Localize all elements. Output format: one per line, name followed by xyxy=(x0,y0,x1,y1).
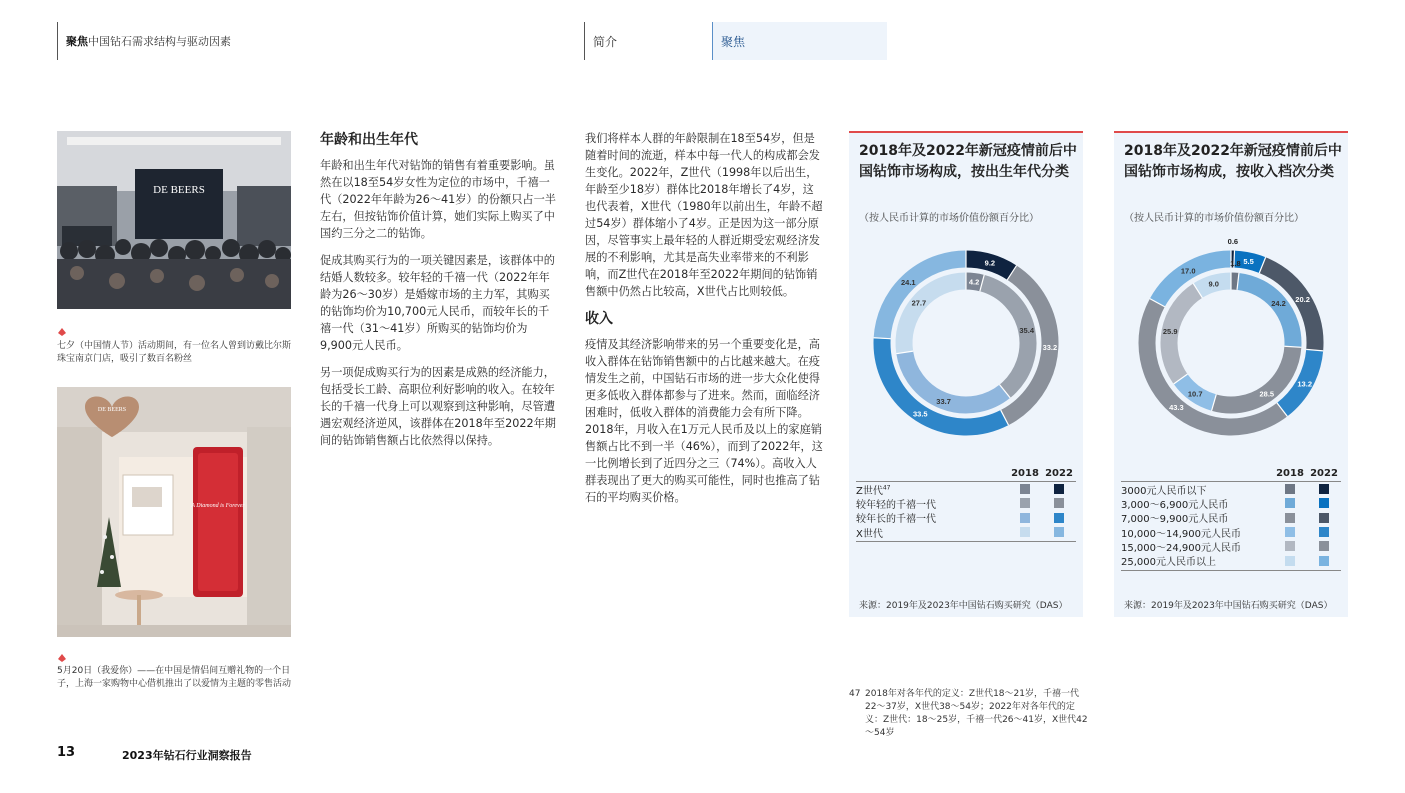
chart-source: 来源：2019年及2023年中国钻石购买研究（DAS） xyxy=(1124,601,1333,611)
tab-intro[interactable]: 简介 xyxy=(584,22,712,60)
legend-swatch-2022 xyxy=(1307,541,1341,551)
legend-label: Z世代$^{47}$ xyxy=(856,484,891,497)
paragraph: 另一项促成购买行为的因素是成熟的经济能力，包括受长工龄、高职位利好影响的收入。在较年长的千禧一代身上可以观察到这种影响，尽管遭遇宏观经济逆风，该群体在2018年至2022年期间的钻饰销售额占比依然得以保持。 xyxy=(320,366,556,447)
location-pin-icon xyxy=(58,654,66,662)
legend-swatch-2022 xyxy=(1042,498,1076,508)
photo2-caption: 5月20日（我爱你）——在中国是情侣间互赠礼物的一个日子，上海一家购物中心借机推出了以爱情为主题的零售活动 xyxy=(57,666,292,689)
location-pin-icon xyxy=(58,328,66,336)
data-label-2022-0: 0.6 xyxy=(1227,237,1239,246)
legend-row xyxy=(856,496,1076,510)
data-label-2022-3: 24.1 xyxy=(900,277,916,287)
legend-year-2022: 2022 xyxy=(1310,468,1338,479)
data-label-2018-3: 27.7 xyxy=(911,298,927,308)
heart-sign: DE BEERS xyxy=(97,407,127,413)
data-label-2018-1: 24.2 xyxy=(1271,299,1286,309)
legend-label: 10,000～14,900元人民币 xyxy=(1121,528,1241,540)
legend-footnote-ref: 47 xyxy=(882,484,891,492)
chart-source: 来源：2019年及2023年中国钻石购买研究（DAS） xyxy=(859,601,1068,611)
photo1-caption: 七夕（中国情人节）活动期间，有一位名人曾到访戴比尔斯珠宝南京门店，吸引了数百名粉丝 xyxy=(57,341,292,364)
text-column-1 xyxy=(320,131,558,459)
data-label-2022-1: 33.2 xyxy=(1042,343,1058,353)
chart-panel-income xyxy=(1114,131,1348,617)
legend-row xyxy=(1121,525,1341,539)
legend-label: 7,000～9,900元人民币 xyxy=(1121,514,1229,526)
legend-row xyxy=(856,482,1076,496)
door-script: A Diamond is Forever xyxy=(191,503,245,509)
legend-swatch-2022 xyxy=(1307,513,1341,523)
data-label-2022-2: 33.5 xyxy=(912,409,928,419)
legend-row xyxy=(1121,539,1341,553)
legend-swatch-2018 xyxy=(1273,541,1307,551)
legend-swatch-2022 xyxy=(1307,498,1341,508)
legend-year-2018: 2018 xyxy=(1276,468,1304,479)
data-label-2018-0: 4.2 xyxy=(968,277,980,287)
data-label-2018-0: 1.8 xyxy=(1230,259,1241,269)
legend-header xyxy=(1121,468,1341,482)
legend-swatch-2018 xyxy=(1273,556,1307,566)
legend-swatch-2018 xyxy=(1273,484,1307,494)
chart-legend xyxy=(1121,468,1341,571)
data-label-2022-2: 20.2 xyxy=(1295,295,1310,304)
tab-focus[interactable]: 聚焦 xyxy=(712,22,887,60)
legend-year-2018: 2018 xyxy=(1011,468,1039,479)
donut-segment-2018-2 xyxy=(1214,347,1293,405)
double-donut-chart xyxy=(1114,237,1348,451)
data-label-2022-1: 5.5 xyxy=(1243,256,1254,266)
legend-row xyxy=(1121,511,1341,525)
section-heading-age: 年龄和出生年代 xyxy=(320,132,418,148)
paragraph: 年龄和出生年代对钻饰的销售有着重要影响。虽然在以18至54岁女性为定位的市场中，千禧一代（2022年年龄为26～41岁）的份额只占一半左右，但按钻饰价值计算，她们实际上购买了中国约三分之二的钻饰。 xyxy=(320,159,556,240)
chart-subtitle: （按人民币计算的市场价值份额百分比） xyxy=(859,213,1039,224)
donut-segment-2018-2 xyxy=(905,353,1005,405)
data-label-2018-5: 9.0 xyxy=(1208,279,1219,289)
legend-swatch-2018 xyxy=(1008,513,1042,523)
chart-title: 2018年及2022年新冠疫情前后中国钻饰市场构成，按收入档次分类 xyxy=(1124,143,1342,180)
header-bold: 聚焦 xyxy=(66,35,88,48)
data-label-2022-4: 43.3 xyxy=(1169,402,1184,412)
legend-swatch-2022 xyxy=(1042,513,1076,523)
legend-swatch-2018 xyxy=(1273,527,1307,537)
document-title: 2023年钻石行业洞察报告 xyxy=(122,749,252,762)
paragraph: 我们将样本人群的年龄限制在18至54岁，但是随着时间的流逝，样本中每一代人的构成都会发生变化。2022年，Z世代（1998年以后出生，年龄至少18岁）群体比2018年增长了4岁，这也代表着，X世代（1980年以前出生，年龄不超过54岁）群体缩小了4岁。正是因为这一部分原因，尽管事实上最年轻的人群近期受宏观经济发展的不利影响，尤其是高失业率带来的不利影响，而Z世代在2018年至2022年期间的钻饰销售额中仍然占比较高，X世代占比则较低。 xyxy=(585,132,823,298)
data-label-2022-0: 9.2 xyxy=(984,258,996,268)
legend-label: X世代 xyxy=(856,528,883,540)
donut-segment-2018-3 xyxy=(904,281,966,352)
legend-header xyxy=(856,468,1076,482)
photo-store-crowd xyxy=(57,131,291,309)
chart-panel-generation xyxy=(849,131,1083,617)
legend-label: 25,000元人民币以上 xyxy=(1121,557,1216,569)
legend-swatch-2018 xyxy=(1273,498,1307,508)
legend-swatch-2022 xyxy=(1307,556,1341,566)
legend-label: 较年长的千禧一代 xyxy=(856,514,936,526)
legend-row xyxy=(856,525,1076,539)
legend-swatch-2018 xyxy=(1273,513,1307,523)
legend-label: 3000元人民币以下 xyxy=(1121,485,1207,497)
chart-title: 2018年及2022年新冠疫情前后中国钻饰市场构成，按出生年代分类 xyxy=(859,143,1077,180)
legend-swatch-2022 xyxy=(1042,484,1076,494)
legend-year-2022: 2022 xyxy=(1045,468,1073,479)
legend-swatch-2022 xyxy=(1307,527,1341,537)
store-sign: DE BEERS xyxy=(153,184,205,196)
header-title: 中国钻石需求结构与驱动因素 xyxy=(88,35,231,48)
legend-swatch-2022 xyxy=(1042,527,1076,537)
data-label-2018-3: 10.7 xyxy=(1187,389,1203,399)
chart-subtitle: （按人民币计算的市场价值份额百分比） xyxy=(1124,213,1304,224)
paragraph: 促成其购买行为的一项关键因素是，该群体中的结婚人数较多。较年轻的千禧一代（2022年年龄为26～30岁）是婚嫁市场的主力军，其购买的钻饰均价为10,700元人民币，而较年长的千禧一代（31～41岁）所购买的钻饰均价为9,900元人民币。 xyxy=(320,254,555,352)
data-label-2022-5: 17.0 xyxy=(1180,266,1196,276)
paragraph: 疫情及其经济影响带来的另一个重要变化是，高收入群体在钻饰销售额中的占比越来越大。在疫情发生之前，中国钻石市场的进一步大众化使得更多低收入群体都参与了进来。然而，面临经济困难时，低收入群体的消费能力会有所下降。2018年，月收入在1万元人民币及以上的家庭销售额占比不到一半（46%），而到了2022年，这一比例增长到了近四分之三（74%）。高收入人群表现出了更大的购买可能性，同时也推高了钻石的平均购买价格。 xyxy=(585,338,823,504)
data-label-2018-1: 35.4 xyxy=(1019,326,1035,336)
double-donut-chart xyxy=(849,251,1083,451)
legend-label: 较年轻的千禧一代 xyxy=(856,499,936,511)
data-label-2022-3: 13.2 xyxy=(1297,379,1313,389)
legend-swatch-2022 xyxy=(1307,484,1341,494)
data-label-2018-2: 28.5 xyxy=(1259,389,1275,399)
donut-segment-2018-1 xyxy=(1238,281,1293,346)
footnote-number: 47 xyxy=(849,689,861,699)
text-column-2 xyxy=(585,130,823,516)
section-heading-income: 收入 xyxy=(585,311,613,327)
legend-row xyxy=(1121,553,1341,567)
data-label-2018-2: 33.7 xyxy=(936,396,951,406)
legend-row xyxy=(1121,496,1341,510)
chart-legend xyxy=(856,468,1076,542)
footnote-text: 2018年对各年代的定义：Z世代18～21岁，千禧一代22～37岁，X世代38～54岁；2022年对各年代的定义：Z世代：18～25岁，千禧一代26～41岁，X世代42～54岁 xyxy=(865,689,1088,738)
running-header xyxy=(57,22,231,60)
donut-segment-2018-1 xyxy=(982,283,1028,391)
page-number: 13 xyxy=(57,745,76,760)
photo-popup-store xyxy=(57,387,291,637)
legend-swatch-2018 xyxy=(1008,498,1042,508)
data-label-2018-4: 25.9 xyxy=(1162,327,1178,337)
legend-row xyxy=(856,511,1076,525)
section-nav xyxy=(584,22,887,60)
footnote xyxy=(849,688,1089,740)
legend-swatch-2018 xyxy=(1008,527,1042,537)
legend-swatch-2018 xyxy=(1008,484,1042,494)
legend-label: 3,000～6,900元人民币 xyxy=(1121,499,1229,511)
legend-label: 15,000～24,900元人民币 xyxy=(1121,542,1241,554)
legend-row xyxy=(1121,482,1341,496)
